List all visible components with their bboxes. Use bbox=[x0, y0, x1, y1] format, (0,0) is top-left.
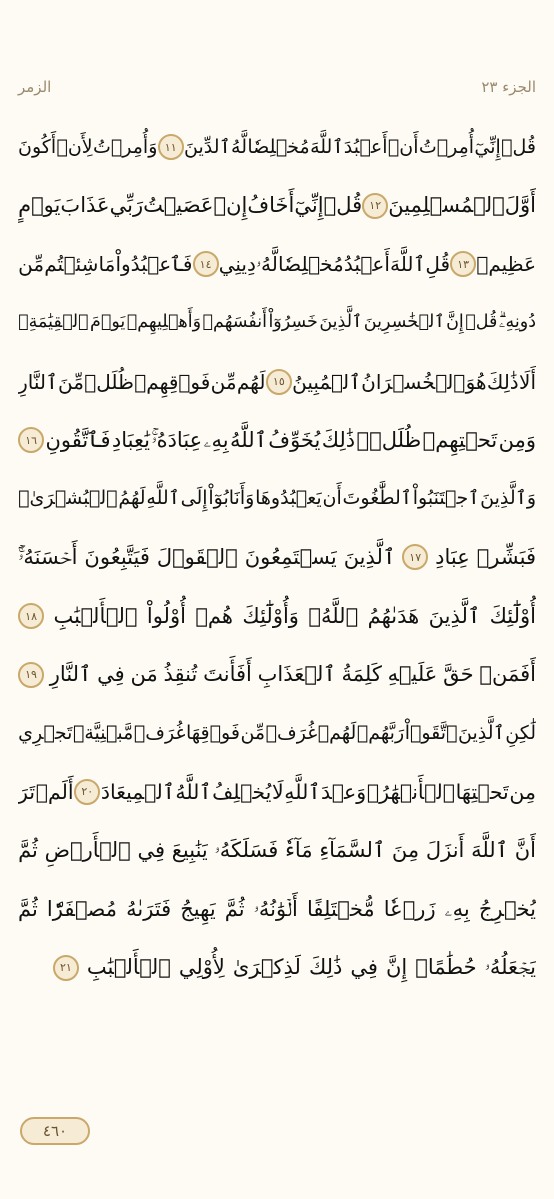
verse-word: يُخۡرِجُ bbox=[478, 896, 536, 921]
verse-word: يَجۡعَلُهُۥ bbox=[484, 955, 536, 980]
verse-word: ٱلۡخُسۡرَانُ bbox=[361, 369, 466, 394]
verse-word: فَبَشِّرۡ bbox=[476, 544, 536, 569]
page-footer bbox=[18, 1114, 92, 1148]
verse-word: حُطَٰمًاۚ bbox=[415, 955, 477, 980]
verse-word: يُخۡلِفُ bbox=[212, 779, 272, 804]
verse-word: بِهِۦ bbox=[444, 896, 470, 921]
page-number: ٤٦٠ bbox=[42, 1122, 68, 1140]
verse-word: أَلَا bbox=[519, 369, 536, 394]
verse-line bbox=[18, 704, 536, 763]
verse-word: إِنَّ bbox=[446, 312, 464, 333]
verse-word: لَهُمۡ bbox=[317, 721, 357, 744]
verse-line bbox=[18, 880, 536, 939]
verse-word: ٱلۡأَرۡضِ bbox=[44, 837, 131, 862]
verse-word: ٱلۡأَلۡبَٰبِ bbox=[53, 603, 138, 628]
verse-word: أَفَمَنۡ bbox=[479, 662, 536, 687]
verse-word: وَٱلَّذِينَ bbox=[480, 487, 536, 510]
verse-line bbox=[18, 118, 536, 177]
verse-word: لَّهُ bbox=[231, 135, 247, 158]
verse-word: يَعۡبُدُوهَا bbox=[255, 487, 322, 510]
verse-word: مِن bbox=[509, 779, 536, 804]
verse-word: ٱللَّهِ bbox=[146, 487, 180, 510]
verse-word: ثُمَّ bbox=[18, 896, 38, 921]
verse-word: يَٰعِبَادِ bbox=[111, 427, 150, 452]
verse-word: وَأَنَابُوٓاْ bbox=[208, 487, 255, 510]
verses-block bbox=[18, 118, 536, 997]
verse-word: وَأُوْلَٰٓئِكَ bbox=[242, 603, 299, 628]
verse-word: ٱلۡقِيَٰمَةِۗ bbox=[18, 312, 89, 333]
verse-word: غُرَفٞ bbox=[133, 721, 186, 744]
verse-line bbox=[18, 528, 536, 587]
verse-word: مَن bbox=[130, 662, 158, 687]
verse-word: ٱلنَّارِ bbox=[18, 369, 58, 394]
verse-word: لَذِكۡرَىٰ bbox=[232, 955, 301, 980]
verse-word: تَرَ bbox=[18, 779, 36, 804]
verse-word: لَا bbox=[271, 779, 284, 804]
verse-word: تَجۡرِي bbox=[18, 721, 73, 744]
verse-word: فَيَتَّبِعُونَ bbox=[84, 544, 150, 569]
verse-word: ٱللَّهِ bbox=[284, 779, 321, 804]
verse-word: تُنقِذُ bbox=[163, 662, 198, 687]
verse-word: ٱلسَّمَآءِ bbox=[319, 837, 386, 862]
verse-word: ٱللَّهُ bbox=[175, 779, 212, 804]
verse-word: رَبَّهُمۡ bbox=[356, 721, 405, 744]
verse-word: فَٱتَّقُونِ bbox=[45, 427, 111, 452]
verse-word: فِي bbox=[350, 955, 378, 980]
ayah-number-marker: ١١ bbox=[158, 134, 184, 160]
verse-word: يُخَوِّفُ bbox=[268, 427, 321, 452]
verse-line bbox=[18, 294, 536, 353]
verse-word: ٱلطَّٰغُوتَ bbox=[342, 487, 412, 510]
verse-word: أَكُونَ bbox=[18, 135, 57, 158]
verse-word: ٱلۡقَوۡلَ bbox=[156, 544, 238, 569]
verse-word: ٱلنَّارِ bbox=[49, 662, 92, 687]
verse-word: أَعۡبُدَ bbox=[343, 135, 388, 158]
verse-word: أُوْلَٰٓئِكَ bbox=[489, 603, 536, 628]
verse-word: ثُمَّ bbox=[224, 896, 245, 921]
verse-word: مُصۡفَرّٗا bbox=[46, 896, 118, 921]
verse-word: هُوَ bbox=[465, 369, 487, 394]
verse-word: أَخَافُ bbox=[247, 193, 295, 218]
verse-word: أَنزَلَ bbox=[425, 837, 465, 862]
verse-word: أَنفُسَهُمۡ bbox=[202, 312, 267, 333]
verse-word: فَسَلَكَهُۥ bbox=[214, 837, 279, 862]
verse-word: وَأُمِرۡتُ bbox=[92, 135, 158, 158]
verse-word: ٱللَّهُۖ bbox=[308, 603, 359, 628]
juz-label: الجزء ٢٣ bbox=[481, 78, 536, 96]
verse-word: أَوَّلَ bbox=[504, 193, 536, 218]
verse-word: ٱلَّذِينَ bbox=[458, 721, 505, 744]
verse-word: عَلَيۡهِ bbox=[387, 662, 438, 687]
verse-word: فِي bbox=[97, 662, 125, 687]
verse-line bbox=[18, 645, 536, 704]
verse-word: غُرَفٞ bbox=[265, 721, 318, 744]
verse-word: مَا bbox=[98, 252, 116, 277]
verse-word: هُمۡ bbox=[195, 603, 233, 628]
verse-word: ثُمَّ bbox=[18, 837, 38, 862]
verse-word: عَصَيۡتُ bbox=[143, 193, 214, 218]
verse-word: أَعۡبُدُ bbox=[343, 252, 390, 277]
verse-word: قُلۡ bbox=[501, 135, 536, 158]
verse-word: إِنَّ bbox=[385, 955, 408, 980]
verse-word: لِأُوْلِي bbox=[178, 955, 225, 980]
verse-word: وَأَهۡلِيهِمۡ bbox=[126, 312, 202, 333]
verse-word: ٱلۡأَلۡبَٰبِ bbox=[86, 955, 171, 980]
verse-word: ذَٰلِكَ bbox=[321, 427, 356, 452]
verse-word: لَّهُۥ bbox=[256, 252, 278, 277]
verse-word: مِّن bbox=[210, 369, 237, 394]
verse-word: أُوْلُواْ bbox=[146, 603, 186, 628]
verse-word: ٱجۡتَنَبُواْ bbox=[412, 487, 480, 510]
verse-word: فَتَرَىٰهُ bbox=[126, 896, 172, 921]
verse-line bbox=[18, 470, 536, 529]
verse-word: أَلَمۡ bbox=[35, 779, 74, 804]
ayah-number-marker: ٢١ bbox=[53, 955, 79, 981]
verse-word: رَبِّي bbox=[109, 193, 144, 218]
verse-word: أَلۡوَٰنُهُۥ bbox=[253, 896, 298, 921]
ayah-number-marker: ١٩ bbox=[18, 662, 44, 688]
verse-word: زَرۡعٗا bbox=[383, 896, 436, 921]
verse-word: ٱلۡعَذَابِ bbox=[257, 662, 336, 687]
verse-word: مِّنَ bbox=[58, 369, 84, 394]
verse-word: ظُلَلٞۚ bbox=[356, 427, 422, 452]
page-header bbox=[18, 74, 536, 100]
verse-word: لَٰكِنِ bbox=[505, 721, 536, 744]
verse-word: أَحۡسَنَهُۥٓۚ bbox=[18, 544, 78, 569]
ayah-number-marker: ١٨ bbox=[18, 603, 44, 629]
verse-line bbox=[18, 938, 536, 997]
verse-word: قُلۡ bbox=[323, 193, 363, 218]
verse-word: يَنَٰبِيعَ bbox=[171, 837, 208, 862]
verse-word: ذَٰلِكَ bbox=[486, 369, 519, 394]
verse-word: فَوۡقِهَا bbox=[185, 721, 240, 744]
ayah-number-marker: ١٦ bbox=[18, 427, 44, 453]
verse-word: يَسۡتَمِعُونَ bbox=[244, 544, 337, 569]
verse-word: إِنِّيٓ bbox=[294, 193, 324, 218]
verse-word: عِبَادِ bbox=[435, 544, 470, 569]
ayah-number-marker: ١٤ bbox=[193, 251, 219, 277]
verse-word: ٱلۡخَٰسِرِينَ bbox=[363, 312, 445, 333]
verse-word: ذَٰلِكَ bbox=[308, 955, 343, 980]
verse-word: أَنَّ bbox=[514, 837, 536, 862]
verse-word: ٱللَّهَ bbox=[310, 135, 344, 158]
verse-word: مِّن bbox=[18, 252, 45, 277]
verse-word: تَحۡتِهِمۡ bbox=[422, 427, 498, 452]
verse-line bbox=[18, 177, 536, 236]
verse-word: مَّبۡنِيَّةٞ bbox=[72, 721, 134, 744]
verse-word: بِهِۦ bbox=[203, 427, 229, 452]
verse-word: إِلَى bbox=[180, 487, 208, 510]
ayah-number-marker: ١٧ bbox=[402, 544, 428, 570]
verse-word: عَذَابَ bbox=[60, 193, 110, 218]
verse-word: ٱللَّهَ bbox=[471, 837, 509, 862]
verse-word: ٱلۡأَنۡهَٰرُۖ bbox=[366, 779, 455, 804]
verse-word: ٱتَّقَوۡاْ bbox=[404, 721, 458, 744]
verse-word: أَن bbox=[322, 487, 342, 510]
verse-word: مُخۡلِصٗا bbox=[247, 135, 310, 158]
verse-word: ٱلۡمُبِينُ bbox=[292, 369, 361, 394]
verse-word: قُلۡ bbox=[465, 312, 498, 333]
verse-word: وَمِن bbox=[498, 427, 536, 452]
verse-word: مِنَ bbox=[391, 837, 420, 862]
verse-word: أَنۡ bbox=[387, 135, 419, 158]
verse-word: خَسِرُوٓاْ bbox=[268, 312, 318, 333]
ayah-number-marker: ١٢ bbox=[362, 193, 388, 219]
verse-word: فَوۡقِهِمۡ bbox=[134, 369, 211, 394]
verse-word: وَعۡدَ bbox=[320, 779, 367, 804]
verse-word: عَظِيمٖ bbox=[476, 252, 536, 277]
verse-line bbox=[18, 763, 536, 822]
verse-word: قُلِ bbox=[425, 252, 451, 277]
ayah-number-marker: ١٥ bbox=[266, 369, 292, 395]
verse-line bbox=[18, 821, 536, 880]
verse-line bbox=[18, 352, 536, 411]
verse-word: فِي bbox=[137, 837, 166, 862]
verse-word: ٱلۡبُشۡرَىٰۚ bbox=[18, 487, 118, 510]
verse-word: ظُلَلٞ bbox=[84, 369, 134, 394]
verse-word: شِئۡتُم bbox=[44, 252, 99, 277]
verse-word: إِنۡ bbox=[213, 193, 248, 218]
page-number-badge bbox=[20, 1117, 90, 1145]
verse-line bbox=[18, 411, 536, 470]
verse-word: مُخۡلِصٗا bbox=[278, 252, 344, 277]
verse-word: يَوۡمٍ bbox=[18, 193, 61, 218]
verse-word: لِأَنۡ bbox=[56, 135, 93, 158]
verse-word: لَهُم bbox=[236, 369, 266, 394]
verse-word: دُونِهِۦۗ bbox=[498, 312, 536, 333]
verse-word: دِينِي bbox=[218, 252, 256, 277]
verse-word: فَٱعۡبُدُواْ bbox=[115, 252, 193, 277]
verse-word: ٱللَّهَ bbox=[390, 252, 426, 277]
verse-word: ٱلَّذِينَ bbox=[428, 603, 481, 628]
verse-word: هَدَىٰهُمُ bbox=[367, 603, 420, 628]
verse-word: مَآءٗ bbox=[285, 837, 313, 862]
verse-word: عِبَادَهُۥۚ bbox=[151, 427, 203, 452]
surah-name: الزمر bbox=[18, 78, 52, 96]
verse-word: ٱللَّهُ bbox=[230, 427, 267, 452]
verse-word: يَوۡمَ bbox=[90, 312, 126, 333]
verse-word: أَفَأَنتَ bbox=[203, 662, 252, 687]
verse-word: أُمِرۡتُ bbox=[418, 135, 475, 158]
verse-word: لَهُمُ bbox=[118, 487, 146, 510]
verse-word: ٱلَّذِينَ bbox=[319, 312, 363, 333]
verse-word: يَهِيجُ bbox=[180, 896, 216, 921]
verse-word: ٱلۡمِيعَادَ bbox=[100, 779, 175, 804]
verse-word: مِّن bbox=[240, 721, 266, 744]
verse-word: حَقَّ bbox=[443, 662, 474, 687]
verse-word: ٱلۡمُسۡلِمِينَ bbox=[388, 193, 505, 218]
verse-line bbox=[18, 587, 536, 646]
verse-word: مُّخۡتَلِفًا bbox=[306, 896, 375, 921]
verse-word: كَلِمَةُ bbox=[341, 662, 382, 687]
verse-word: إِنِّيٓ bbox=[474, 135, 501, 158]
ayah-number-marker: ١٣ bbox=[450, 251, 476, 277]
verse-word: ٱلَّذِينَ bbox=[343, 544, 396, 569]
verse-word: تَحۡتِهَا bbox=[455, 779, 509, 804]
verse-line bbox=[18, 235, 536, 294]
ayah-number-marker: ٢٠ bbox=[74, 779, 100, 805]
verse-word: ٱلدِّينَ bbox=[184, 135, 231, 158]
